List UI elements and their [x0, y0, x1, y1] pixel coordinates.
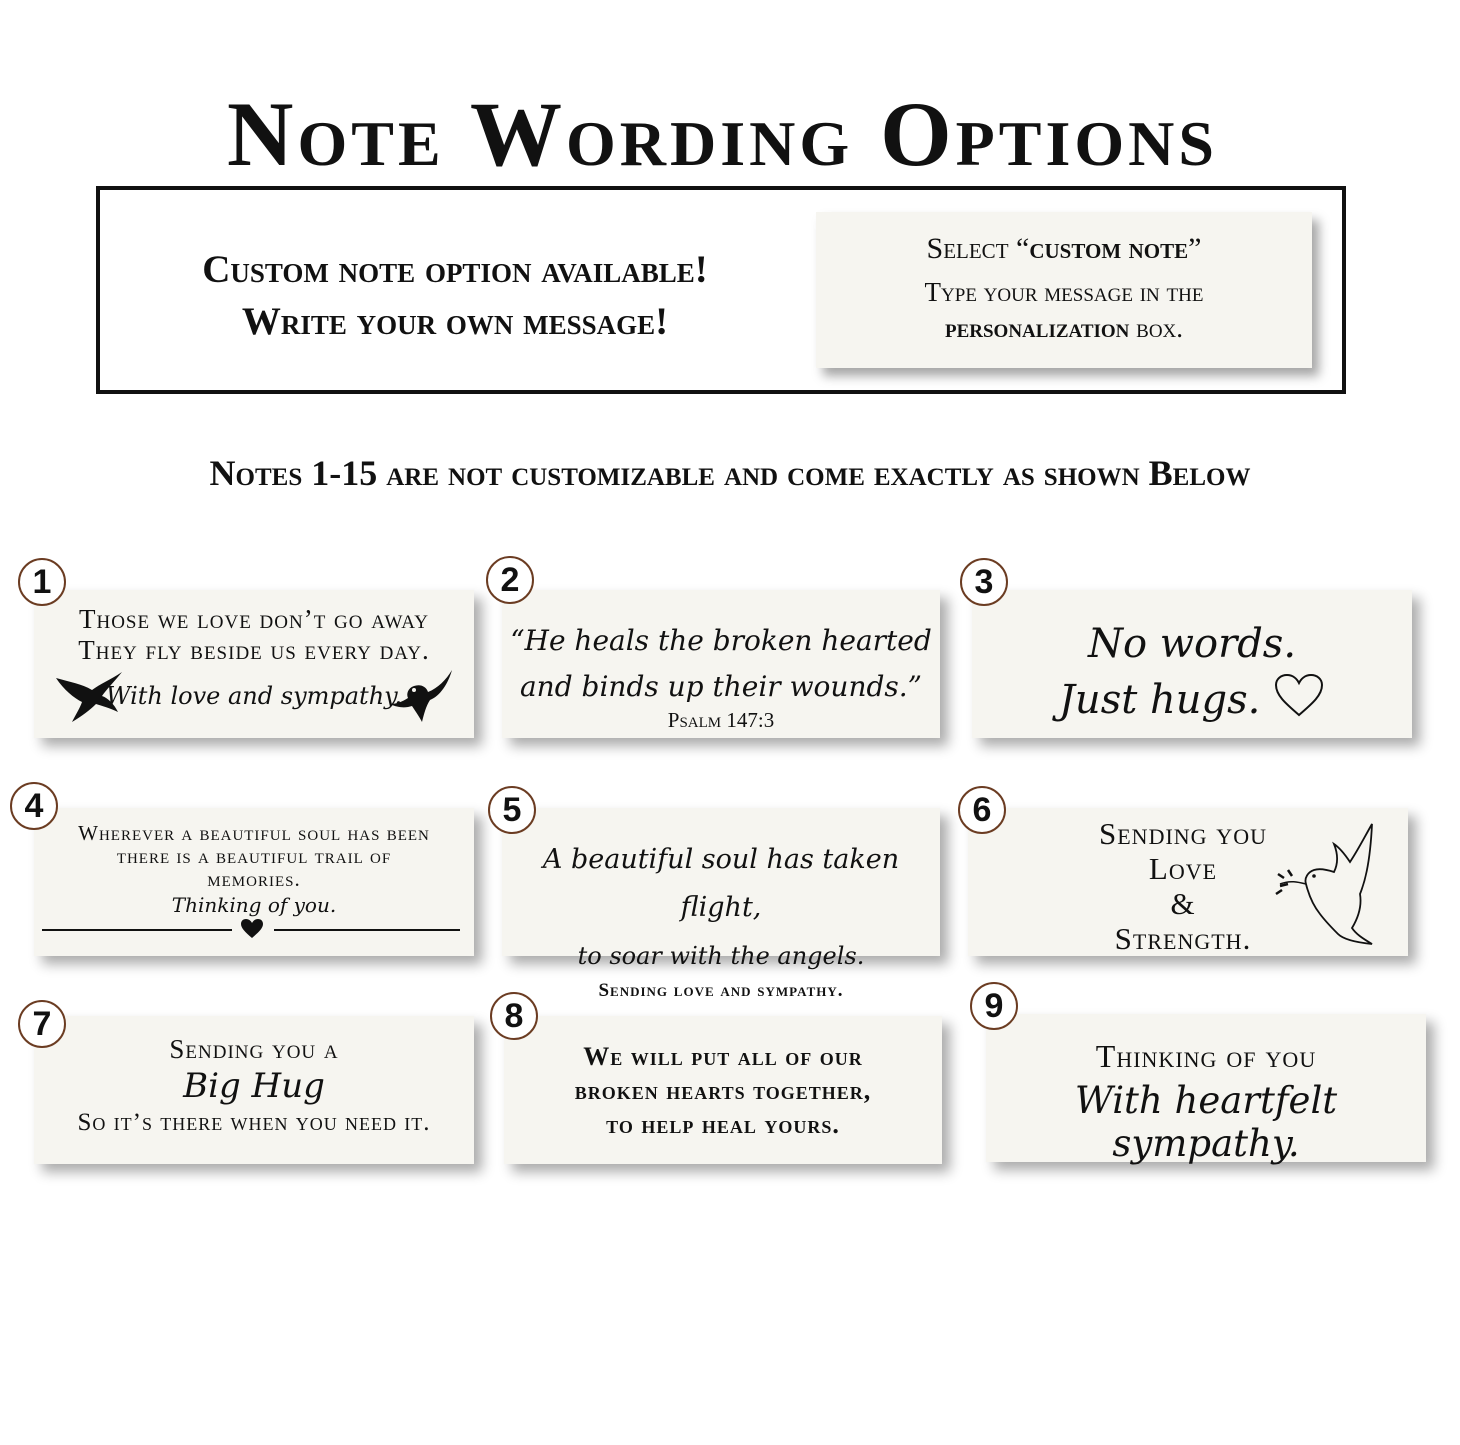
note-badge-5: 5: [488, 786, 536, 834]
note-card-9[interactable]: [986, 1014, 1426, 1165]
personalization-label: personalization: [944, 313, 1130, 343]
note-4-line-3: memories.: [207, 867, 301, 891]
heart-outline-icon: [1273, 673, 1325, 717]
note-4-line-1: Wherever a beautiful soul has been: [78, 821, 430, 845]
note-badge-1: 1: [18, 558, 66, 606]
note-card-7[interactable]: [34, 1016, 474, 1164]
note-4-script: Thinking of you.: [171, 893, 337, 917]
personalization-instruction: Type your message in the personalization box.: [924, 277, 1204, 343]
note-card-8[interactable]: [504, 1016, 942, 1164]
divider-with-heart: [34, 917, 474, 941]
note-2-quote-1: “He heals the broken hearted: [510, 624, 932, 657]
note-6-line-1: Sending you: [1099, 816, 1267, 851]
note-7-script: Big Hug: [183, 1066, 325, 1106]
custom-note-headline: [120, 244, 790, 348]
note-card-6[interactable]: [968, 808, 1408, 956]
custom-headline-line-1: Custom note option available!: [202, 248, 708, 291]
note-3-line-2: Just hugs.: [1058, 677, 1261, 723]
note-badge-6: 6: [958, 786, 1006, 834]
note-8-line-1: We will put all of our: [583, 1042, 863, 1071]
note-3-line-1: No words.: [1087, 621, 1297, 667]
notice-text: Notes 1-15 are not customizable and come exactly as shown Below: [209, 453, 1251, 493]
note-card-1[interactable]: [34, 590, 474, 738]
note-badge-3: 3: [960, 558, 1008, 606]
note-badge-2: 2: [486, 556, 534, 604]
note-badge-4: 4: [10, 782, 58, 830]
note-5-script-2: to soar with the angels.: [577, 942, 865, 970]
note-badge-7: 7: [18, 1000, 66, 1048]
note-card-3[interactable]: [972, 590, 1412, 738]
note-6-line-2: Love: [1148, 851, 1218, 886]
note-6-line-3: &: [1170, 886, 1196, 921]
note-1-script: With love and sympathy.: [105, 682, 403, 710]
note-7-line-3: So it’s there when you need it.: [77, 1109, 431, 1136]
note-card-2[interactable]: [502, 590, 940, 738]
note-2-reference: Psalm 147:3: [667, 708, 775, 732]
note-4-line-2: there is a beautiful trail of: [116, 844, 392, 868]
heart-filled-icon: [240, 919, 264, 939]
note-5-script-1: A beautiful soul has taken flight,: [542, 844, 900, 923]
note-badge-8: 8: [490, 992, 538, 1040]
page-title: Note Wording Options: [227, 83, 1218, 185]
note-8-line-3: to help heal yours.: [606, 1110, 840, 1139]
custom-headline-line-2: Write your own message!: [241, 300, 669, 343]
dove-with-olive-branch-icon: [1268, 818, 1380, 950]
note-7-line-1: Sending you a: [169, 1034, 339, 1064]
custom-note-label: custom note: [1029, 232, 1189, 265]
note-9-script: With heartfelt sympathy.: [1074, 1079, 1338, 1165]
note-9-line-1: Thinking of you: [1095, 1038, 1317, 1074]
note-1-line-1: Those we love don’t go away: [79, 604, 429, 634]
swallow-right-icon: [386, 666, 456, 722]
note-card-4[interactable]: [34, 808, 474, 956]
select-instruction: Select “custom note”: [926, 232, 1202, 265]
select-custom-note-card: [816, 212, 1312, 368]
note-card-5[interactable]: [502, 808, 940, 1001]
note-6-line-4: Strength.: [1114, 921, 1252, 956]
note-1-line-2: They fly beside us every day.: [78, 635, 430, 665]
note-badge-9: 9: [970, 982, 1018, 1030]
note-5-line-3: Sending love and sympathy.: [598, 980, 844, 1001]
note-2-quote-2: and binds up their wounds.”: [519, 670, 922, 703]
note-8-line-2: broken hearts together,: [574, 1076, 872, 1105]
